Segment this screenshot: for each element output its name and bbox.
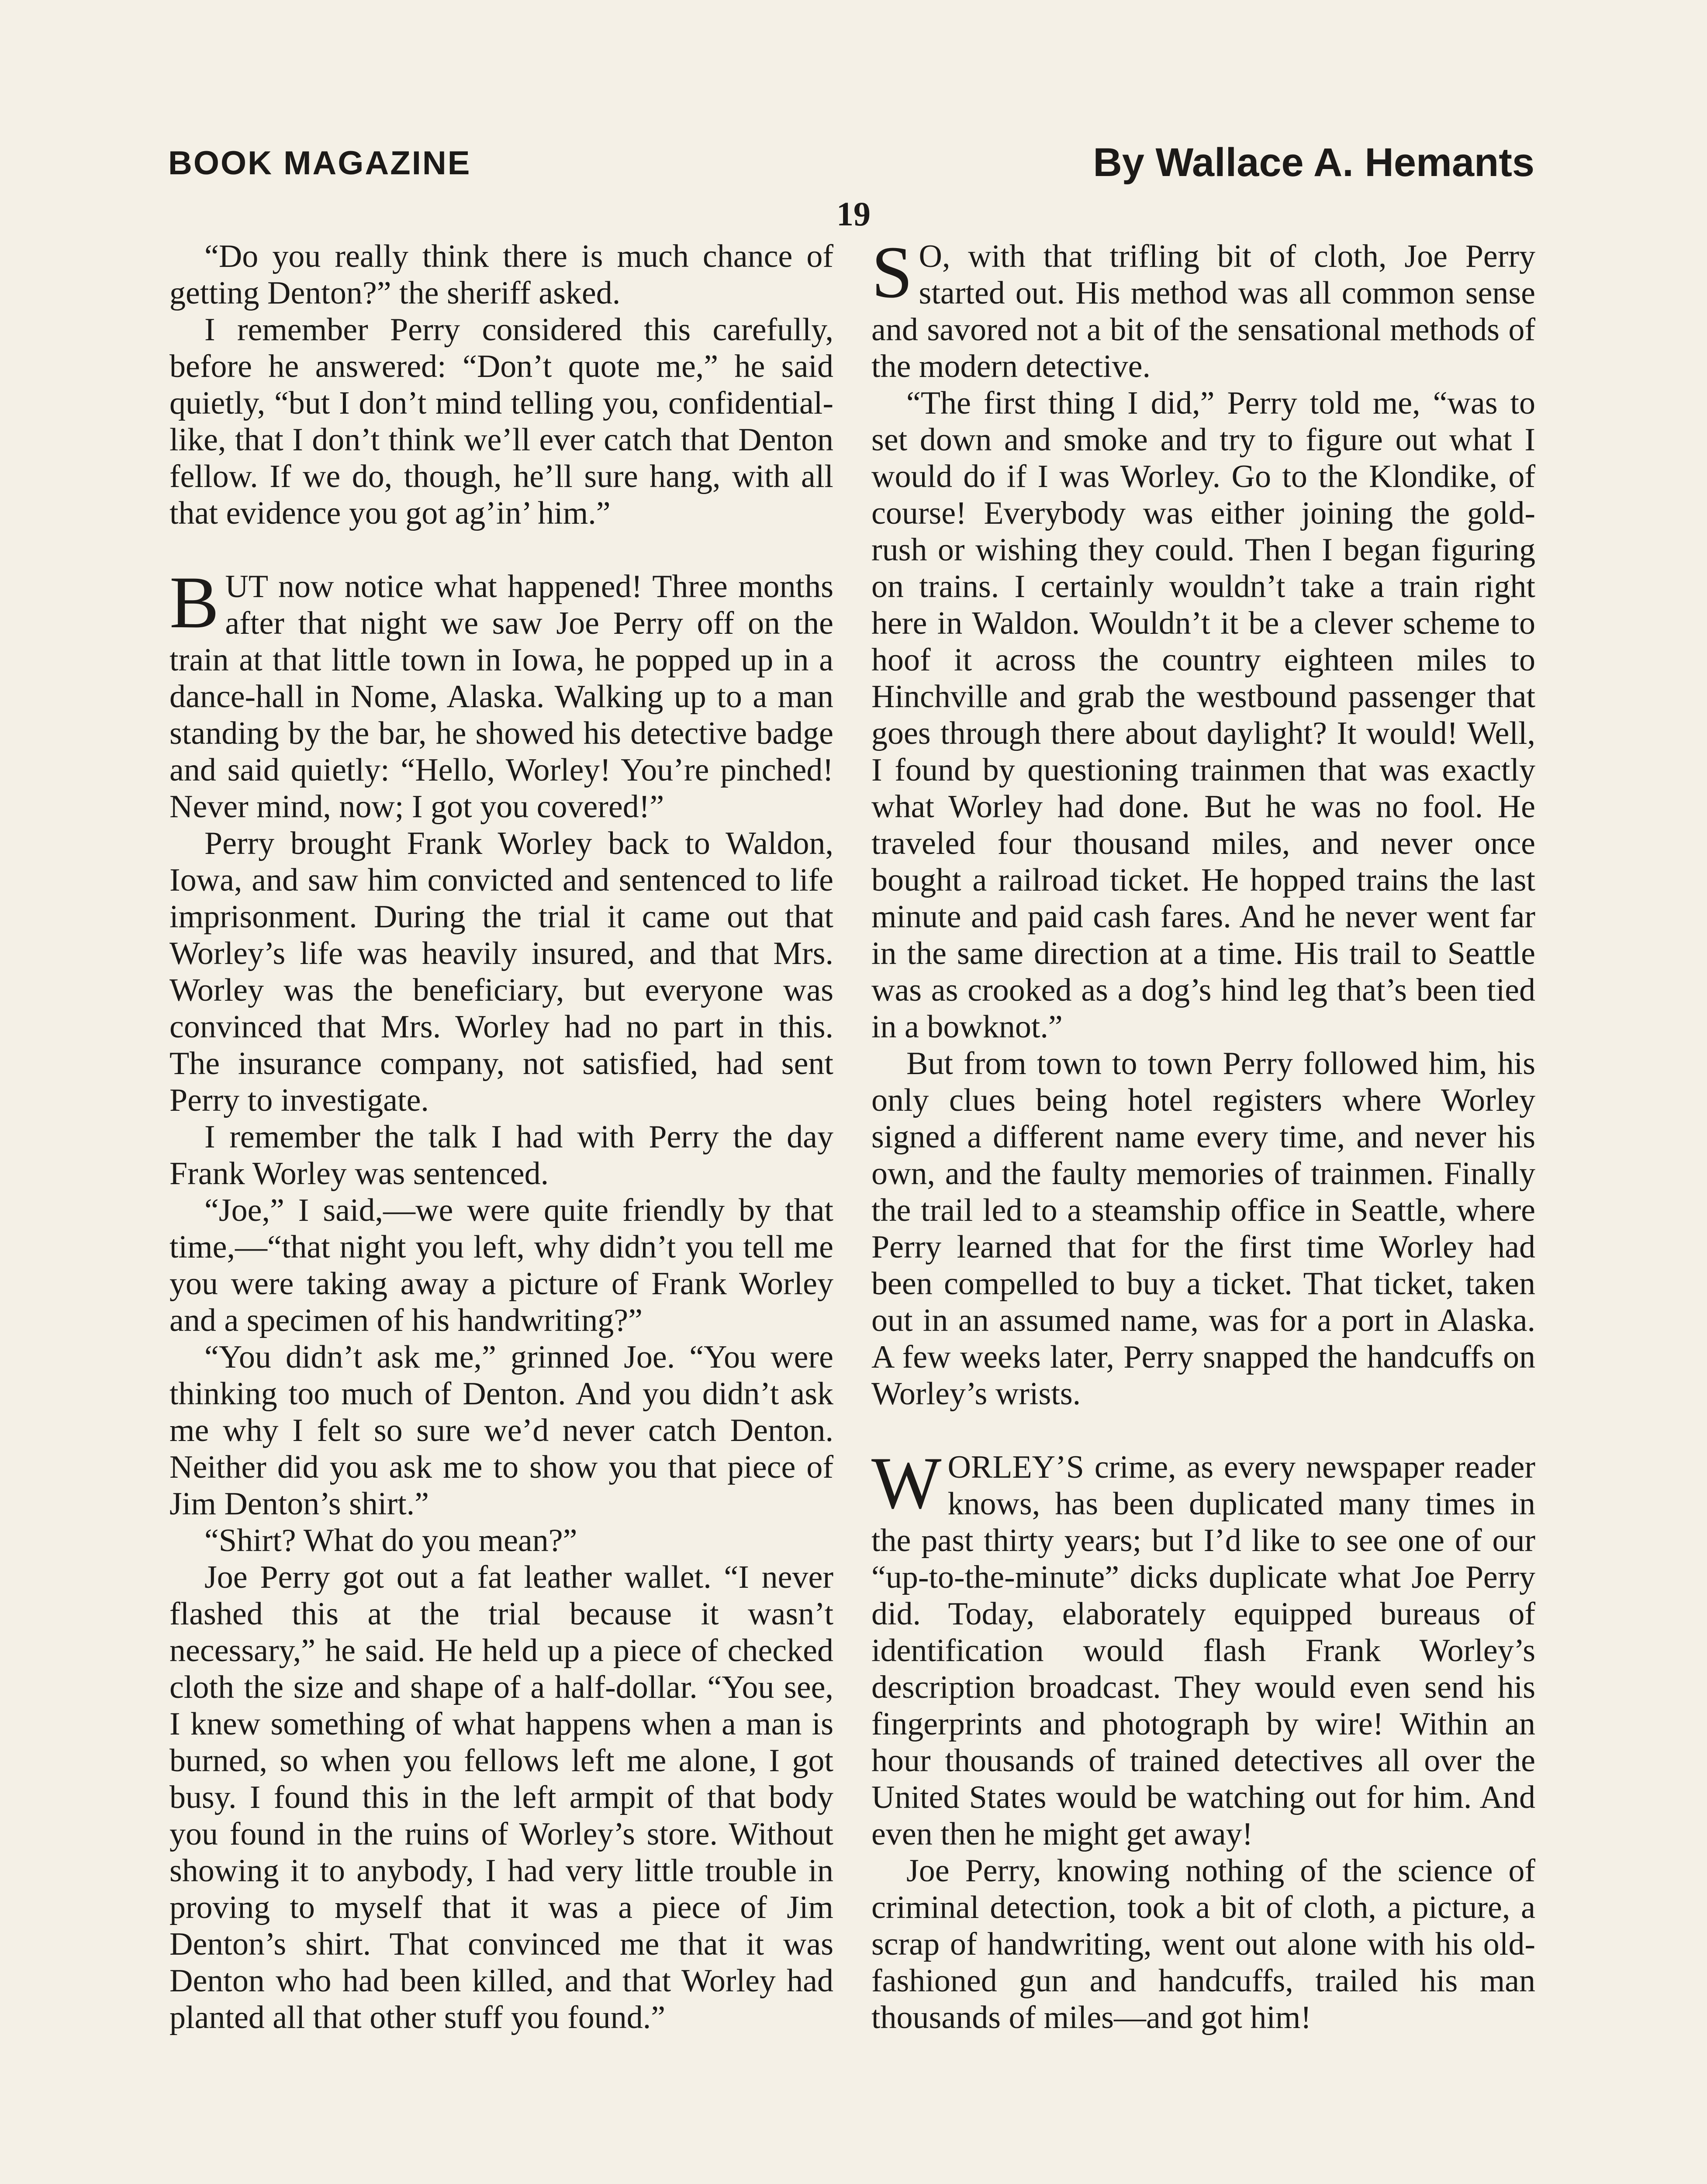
paragraph: “Shirt? What do you mean?”: [204, 1523, 577, 1559]
section-text: UT now notice what happened! Three months after that night we saw Joe Perry off on the train at that little town in Iowa, he popped up in a dance-hall in Nome, Alaska. Walking up to a man standing by the bar, he showed his detective badge and said quietly: “Hello, Worley! You’re pinched! Never mind, now; I got you covered!”: [169, 569, 833, 825]
paragraph: I remember the talk I had with Perry the day Frank Worley was sentenced.: [169, 1119, 833, 1192]
section-text: ORLEY’S crime, as every newspaper reader knows, has been duplicated many times in the past thirty years; but I’d like to see one of our “up-to-the-minute” dicks duplicate what Joe Perry did. Today, elaborately equipped bureaus of identification would flash Frank Worley’s description broadcast. They would even send his fingerprints and photograph by wire! Within an hour thousands of trained detectives all over the United States would be watching out for him. And even then he might get away!: [871, 1449, 1535, 1852]
author-byline: By Wallace A. Hemants: [1093, 140, 1534, 185]
paragraph: Joe Perry, knowing nothing of the science of criminal detection, took a bit of cloth, a picture, a scrap of handwriting, went out alone with his old-fashioned gun and handcuffs, trailed his man thousands of miles—and got him!: [871, 1853, 1535, 2035]
drop-cap: B: [169, 561, 219, 643]
drop-cap: W: [871, 1442, 942, 1524]
left-column: [169, 238, 833, 2036]
drop-cap: S: [871, 231, 913, 313]
paragraph: “You didn’t ask me,” grinned Joe. “You were thinking too much of Denton. And you didn’t ask me why I felt so sure we’d never catch Denton. Neither did you ask me to show you that piece of Jim Denton’s shirt.”: [169, 1339, 833, 1522]
paragraph: I remember Perry considered this carefully, before he answered: “Don’t quote me,” he said quietly, “but I don’t mind telling you, confidential-like, that I don’t think we’ll ever catch that Denton fellow. If we do, though, he’ll sure hang, with all that evidence you got ag’in’ him.”: [169, 312, 833, 531]
section-text: O, with that trifling bit of cloth, Joe Perry started out. His method was all common sense and savored not a bit of the sensational methods of the modern detective.: [871, 238, 1535, 384]
magazine-title: BOOK MAGAZINE: [168, 145, 471, 182]
right-column: [871, 231, 1535, 2036]
section-paragraph: [871, 231, 1535, 385]
paragraph: “Do you really think there is much chance of getting Denton?” the sheriff asked.: [169, 238, 833, 311]
paragraph: Perry brought Frank Worley back to Waldon, Iowa, and saw him convicted and sentenced to life imprisonment. During the trial it came out that Worley’s life was heavily insured, and that Mrs. Worley was the beneficiary, but everyone was convinced that Mrs. Worley had no part in this. The insurance company, not satisfied, had sent Perry to investigate.: [169, 826, 833, 1118]
paragraph: But from town to town Perry followed him, his only clues being hotel registers where Worley signed a different name every time, and never his own, and the faulty memories of trainmen. Finally the trail led to a steamship office in Seattle, where Perry learned that for the first time Worley had been compelled to buy a ticket. That ticket, taken out in an assumed name, was for a port in Alaska. A few weeks later, Perry snapped the handcuffs on Worley’s wrists.: [871, 1046, 1535, 1412]
section-paragraph: [169, 561, 833, 825]
paragraph: Joe Perry got out a fat leather wallet. “I never flashed this at the trial because it wasn’t necessary,” he said. He held up a piece of checked cloth the size and shape of a half-dollar. “You see, I knew something of what happens when a man is burned, so when you fellows left me alone, I got busy. I found this in the left armpit of that body you found in the ruins of Worley’s store. Without showing it to anybody, I had very little trouble in proving to myself that it was a piece of Jim Denton’s shirt. That convinced me that it was Denton who had been killed, and that Worley had planted all that other stuff you found.”: [169, 1559, 833, 2035]
paragraph: “Joe,” I said,—we were quite friendly by that time,—“that night you left, why didn’t you tell me you were taking away a picture of Frank Worley and a specimen of his handwriting?”: [169, 1192, 833, 1338]
page-number: 19: [836, 195, 871, 233]
paragraph: “The first thing I did,” Perry told me, “was to set down and smoke and try to figure out what I would do if I was Worley. Go to the Klondike, of course! Everybody was either joining the gold-rush or wishing they could. Then I began figuring on trains. I certainly wouldn’t take a train right here in Waldon. Wouldn’t it be a clever scheme to hoof it across the country eighteen miles to Hinchville and grab the westbound passenger that goes through there about daylight? It would! Well, I found by questioning trainmen that was exactly what Worley had done. But he was no fool. He traveled four thousand miles, and never once bought a railroad ticket. He hopped trains the last minute and paid cash fares. And he never went far in the same direction at a time. His trail to Seattle was as crooked as a dog’s hind leg that’s been tied in a bowknot.”: [871, 385, 1535, 1045]
section-paragraph: [871, 1442, 1535, 1852]
